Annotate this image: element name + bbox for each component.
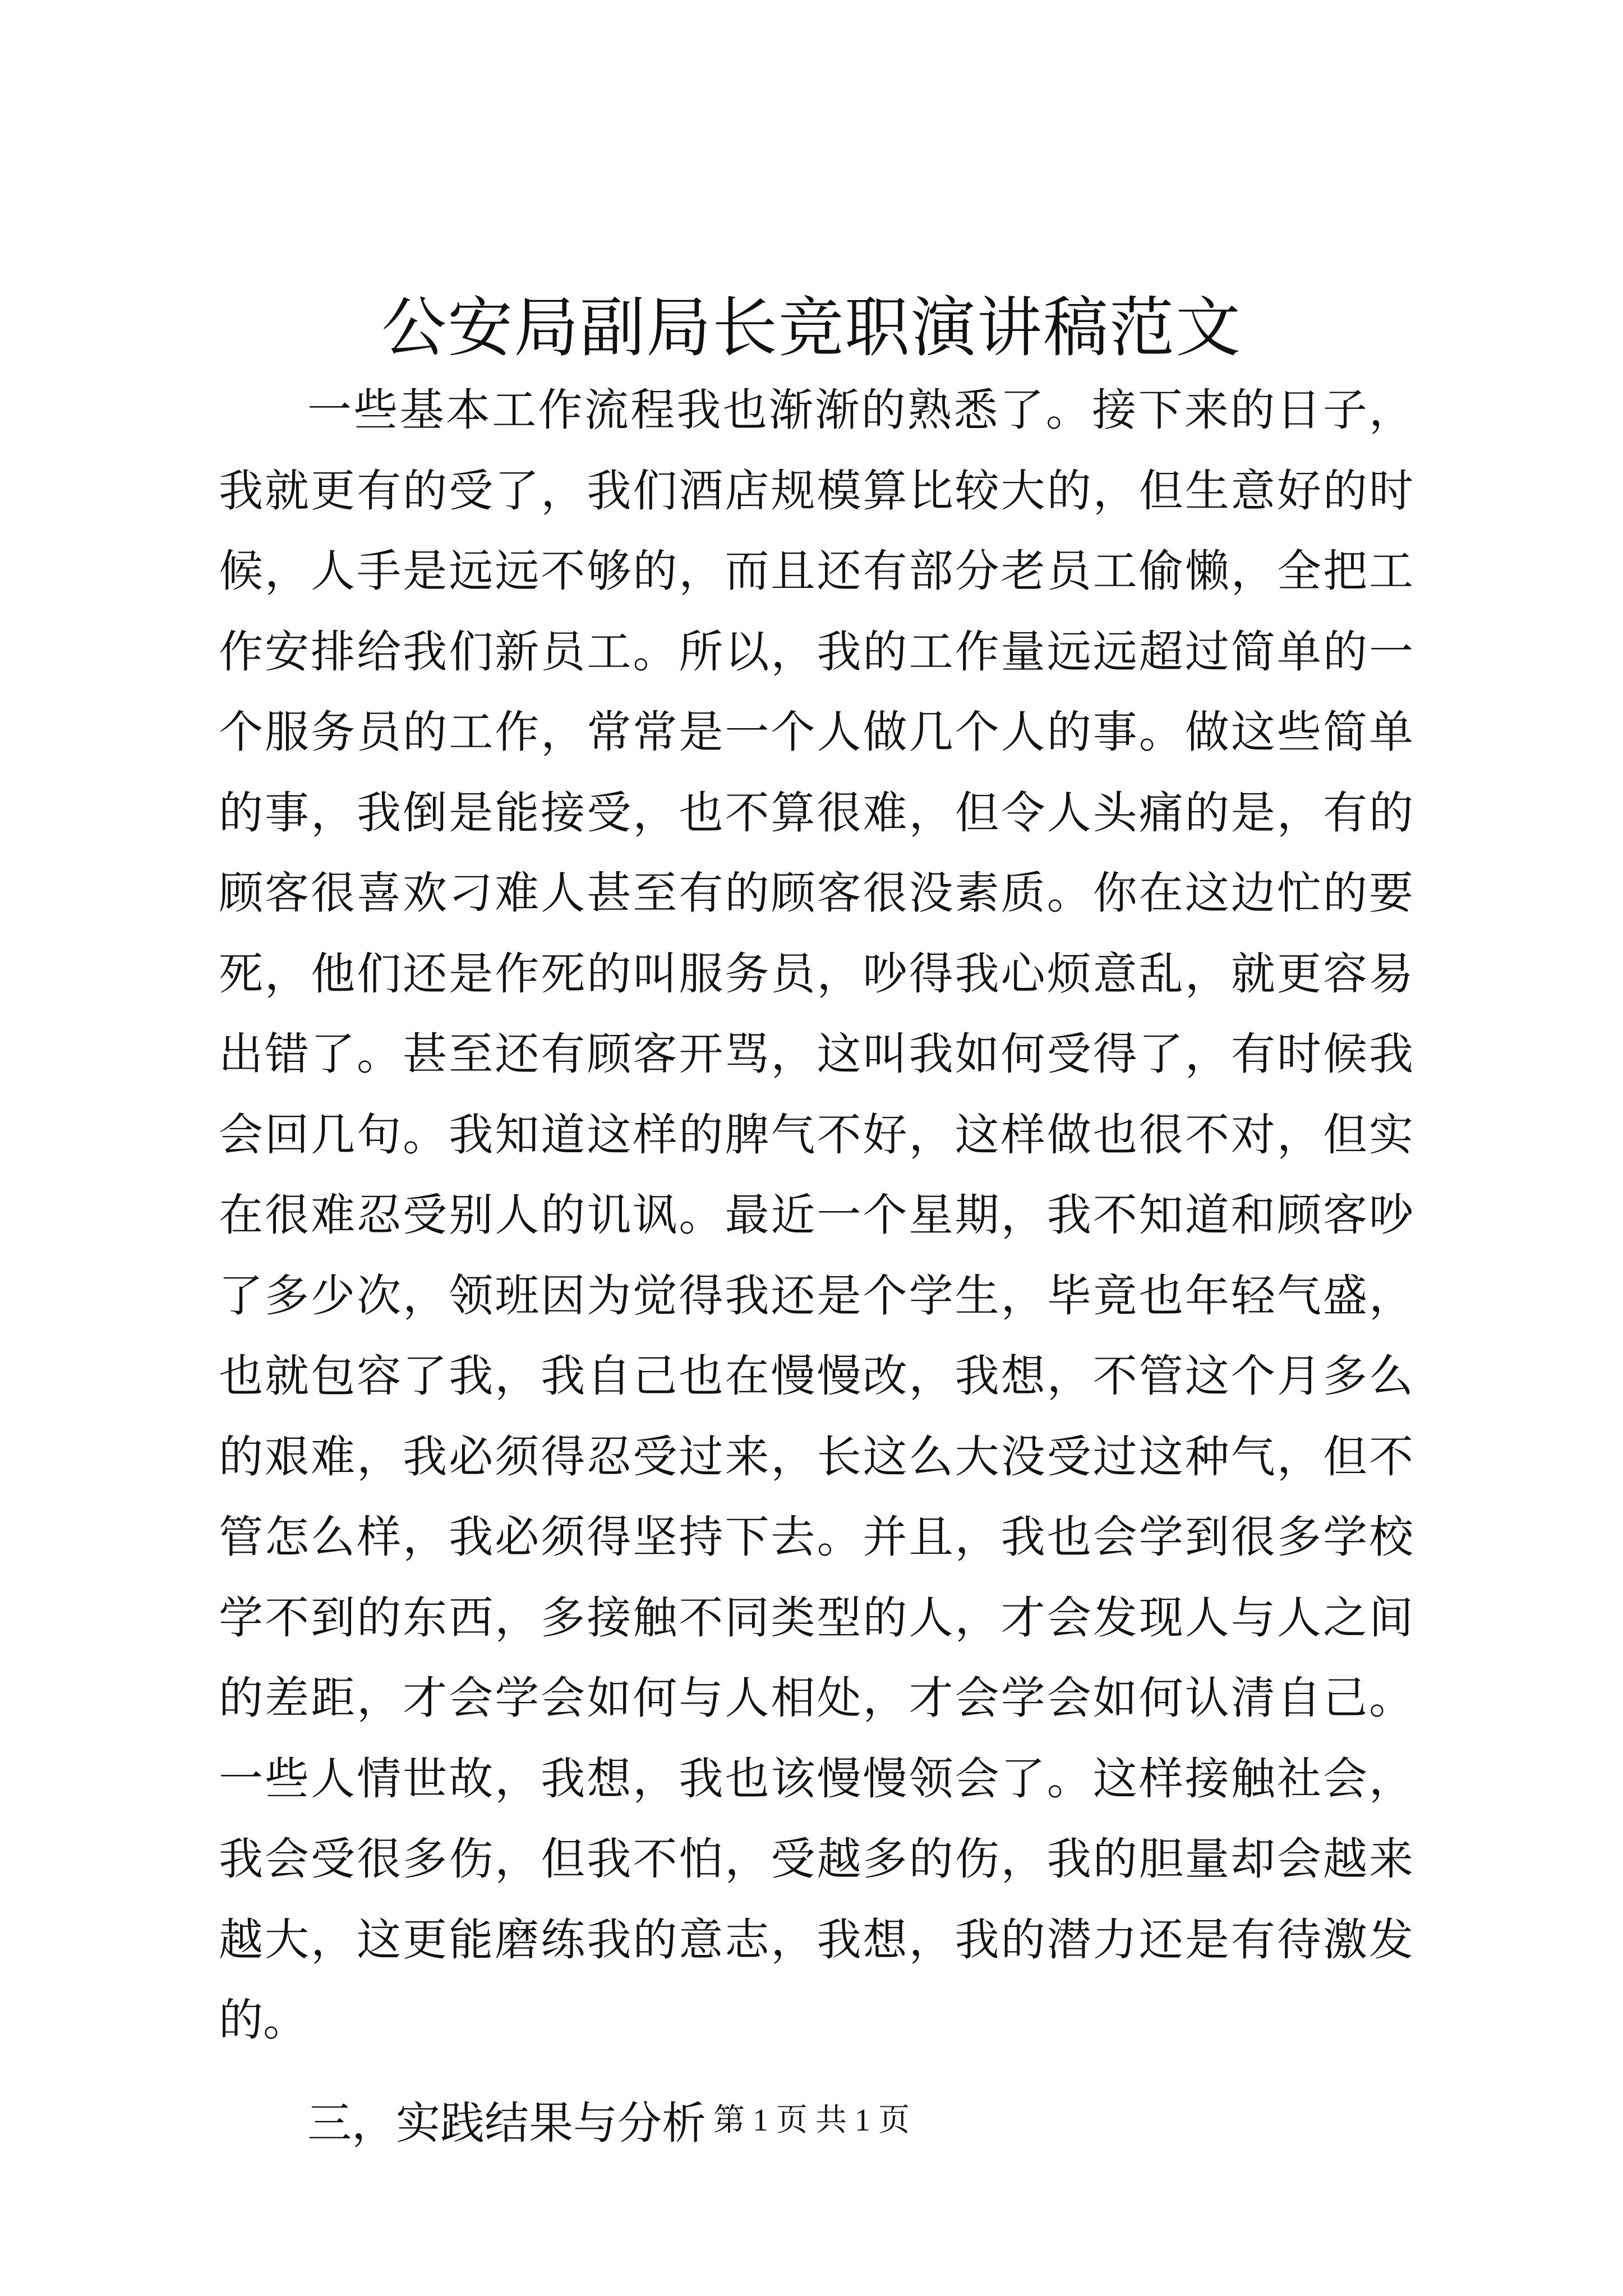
- section-heading: 三，实践结果与分析: [307, 2097, 706, 2149]
- page-title: 公安局副局长竞职演讲稿范文: [381, 290, 1242, 366]
- page-number-footer: 第 1 页 共 1 页: [713, 2103, 910, 2138]
- body-paragraph: 一些基本工作流程我也渐渐的熟悉了。接下来的日子，我就更有的受了，我们酒店规模算比较大的，但生意好的时候，人手是远远不够的，而且还有部分老员工偷懒，全把工作安排给我们新员工。所以，我的工作量远远超过简单的一个服务员的工作，常常是一个人做几个人的事。做这些简单的事，我倒是能接受，也不算很难，但令人头痛的是，有的顾客很喜欢刁难人甚至有的顾客很没素质。你在这边忙的要死，他们还是作死的叫服务员，吵得我心烦意乱，就更容易出错了。甚至还有顾客开骂，这叫我如何受得了，有时候我会回几句。我知道这样的脾气不好，这样做也很不对，但实在很难忍受别人的讥讽。最近一个星期，我不知道和顾客吵了多少次，领班因为觉得我还是个学生，毕竟也年轻气盛，也就包容了我，我自己也在慢慢改，我想，不管这个月多么的艰难，我必须得忍受过来，长这么大没受过这种气，但不管怎么样，我必须得坚持下去。并且，我也会学到很多学校学不到的东西，多接触不同类型的人，才会发现人与人之间的差距，才会学会如何与人相处，才会学会如何认清自己。一些人情世故，我想，我也该慢慢领会了。这样接触社会，我会受很多伤，但我不怕，受越多的伤，我的胆量却会越来越大，这更能磨练我的意志，我想，我的潜力还是有待激发的。: [219, 384, 1413, 2046]
- document-body: [219, 370, 1413, 2164]
